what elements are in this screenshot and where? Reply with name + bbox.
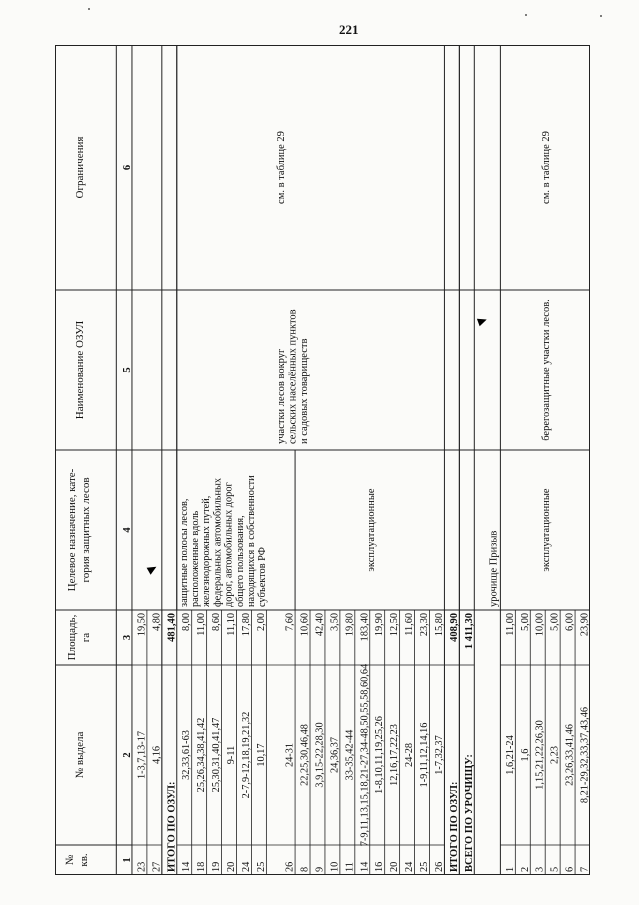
area-cell: 7,60 bbox=[284, 613, 296, 632]
total-label: ИТОГО ПО ОЗУЛ: bbox=[166, 781, 178, 872]
total-area: 1 411,30 bbox=[463, 613, 475, 650]
purpose-group2: субъектов РФ bbox=[257, 547, 269, 607]
area-cell: 2,00 bbox=[255, 613, 267, 632]
column-number: 6 bbox=[121, 164, 133, 171]
header-ozul: Наименование ОЗУЛ bbox=[74, 320, 86, 420]
kv-cell: 26 bbox=[433, 861, 445, 872]
kv-cell: 7 bbox=[579, 866, 590, 872]
rotated-table-container bbox=[55, 45, 590, 875]
vydel-cell: 1-9,11,12,14,16 bbox=[418, 722, 430, 788]
purpose-group3: эксплуатационные bbox=[365, 488, 377, 572]
area-cell: 11,60 bbox=[404, 613, 416, 636]
area-cell: 12,50 bbox=[389, 613, 401, 637]
purpose-group2: общего пользования, bbox=[234, 515, 246, 607]
kv-cell: 2 bbox=[519, 866, 531, 872]
kv-cell: 8 bbox=[299, 866, 311, 872]
vydel-cell: 12,16,17,22,23 bbox=[389, 724, 401, 786]
area-cell: 183,40 bbox=[359, 613, 371, 642]
kv-cell: 6 bbox=[564, 866, 576, 872]
kv-cell: 18 bbox=[196, 861, 208, 872]
purpose-group4: эксплуатационные bbox=[541, 488, 553, 572]
kv-cell: 10 bbox=[329, 861, 341, 872]
vydel-cell: 25,26,34,38,41,42 bbox=[196, 717, 208, 793]
ozul-group23: участки лесов вокруг bbox=[275, 348, 287, 444]
kv-cell: 25 bbox=[418, 861, 430, 872]
restriction-group23: см. в таблице 29 bbox=[275, 131, 287, 204]
kv-cell: 20 bbox=[389, 861, 401, 872]
vydel-cell: 24-28 bbox=[404, 742, 416, 768]
urochishche-name: урочище Призыв bbox=[488, 530, 500, 607]
vydel-cell: 1-8,10,11,19,25,26 bbox=[374, 716, 386, 794]
kv-cell: 16 bbox=[374, 861, 386, 872]
vydel-cell: 25,30,31,40,41,47 bbox=[211, 717, 223, 793]
area-cell: 6,00 bbox=[564, 613, 576, 632]
column-number: 2 bbox=[121, 752, 133, 758]
restriction-group4: см. в таблице 29 bbox=[541, 131, 553, 204]
area-cell: 15,80 bbox=[433, 613, 445, 637]
area-cell: 11,10 bbox=[226, 613, 238, 636]
header-vydel: № выдела bbox=[74, 731, 86, 779]
page-number: 221 bbox=[339, 22, 359, 37]
purpose-group2: находящихся в собственности bbox=[245, 475, 257, 607]
vydel-cell: 10,17 bbox=[255, 743, 267, 767]
area-cell: 11,00 bbox=[196, 613, 208, 636]
area-cell: 8,00 bbox=[181, 613, 193, 632]
total-area: 481,40 bbox=[166, 613, 178, 642]
vydel-cell: 23,26,33,41,46 bbox=[564, 724, 576, 786]
header-kv: № bbox=[64, 854, 76, 866]
column-number: 5 bbox=[121, 367, 133, 373]
header-area: Площадь, bbox=[66, 614, 78, 661]
area-cell: 23,30 bbox=[418, 613, 430, 637]
column-number: 1 bbox=[121, 857, 133, 863]
area-cell: 19,90 bbox=[374, 613, 386, 637]
column-number: 4 bbox=[121, 527, 133, 533]
purpose-group2: расположенные вдоль bbox=[189, 510, 201, 607]
vydel-cell: 1,6,21-24 bbox=[504, 735, 516, 775]
vydel-cell: 3,9,15-22,28,30 bbox=[314, 722, 326, 788]
vydel-cell: 33-35,42-44 bbox=[344, 729, 356, 781]
header-kv: кв. bbox=[78, 853, 90, 867]
kv-cell: 24 bbox=[240, 861, 252, 872]
area-cell: 10,00 bbox=[534, 613, 546, 637]
area-cell: 19,80 bbox=[344, 613, 356, 637]
header-area: га bbox=[80, 632, 92, 643]
area-cell: 4,80 bbox=[151, 613, 163, 632]
vydel-cell: 1-3,7,13-17 bbox=[136, 730, 148, 780]
vydel-cell: 24-31 bbox=[284, 742, 296, 768]
vydel-cell: 22,25,30,46,48 bbox=[299, 724, 311, 786]
area-cell: 23,90 bbox=[579, 613, 590, 637]
column-number: 3 bbox=[121, 634, 133, 641]
vydel-cell: 9-11 bbox=[226, 745, 238, 765]
ozul-group4: берегозащитные участки лесов. bbox=[541, 299, 553, 441]
purpose-group2: федеральных автомобильных bbox=[212, 477, 224, 607]
vydel-cell: 8,21-29,32,33,37,43,46 bbox=[579, 706, 590, 804]
kv-cell: 3 bbox=[534, 866, 546, 872]
kv-cell: 24 bbox=[404, 861, 416, 872]
kv-cell: 9 bbox=[314, 866, 326, 872]
kv-cell: 14 bbox=[181, 861, 193, 872]
header-restrictions: Ограничения bbox=[74, 136, 86, 199]
kv-cell: 5 bbox=[549, 866, 561, 872]
kv-cell: 26 bbox=[284, 861, 296, 872]
header-purpose: Целевое назначение, кате- bbox=[66, 468, 78, 592]
kv-cell: 23 bbox=[136, 861, 148, 872]
vydel-cell: 4,16 bbox=[151, 745, 163, 765]
area-cell: 5,00 bbox=[549, 613, 561, 632]
total-label: ИТОГО ПО ОЗУЛ: bbox=[448, 781, 460, 872]
purpose-group2: защитные полосы лесов, bbox=[178, 498, 190, 607]
area-cell: 19,50 bbox=[136, 613, 148, 637]
area-cell: 8,60 bbox=[211, 613, 223, 632]
purpose-group2: железнодорожных путей, bbox=[201, 495, 213, 607]
ozul-group23: сельских населённых пунктов bbox=[287, 309, 299, 444]
ozul-group23: и садовых товариществ bbox=[298, 338, 310, 444]
kv-cell: 19 bbox=[211, 861, 223, 872]
kv-cell: 27 bbox=[151, 861, 163, 872]
vydel-cell: 2-7,9-12,18,19,21,32 bbox=[240, 711, 252, 799]
area-cell: 10,60 bbox=[299, 613, 311, 637]
area-cell: 3,50 bbox=[329, 613, 341, 632]
vydel-cell: 24,36,37 bbox=[329, 736, 341, 774]
kv-cell: 11 bbox=[344, 862, 356, 872]
total-label: ВСЕГО ПО УРОЧИЩУ: bbox=[463, 754, 475, 872]
area-cell: 17,80 bbox=[240, 613, 252, 637]
header-purpose: гория защитных лесов bbox=[80, 477, 92, 583]
vydel-cell: 32,33,61-63 bbox=[181, 730, 193, 780]
kv-cell: 25 bbox=[255, 861, 267, 872]
purpose-group2: дорог, автомобильных дорог bbox=[223, 482, 235, 607]
area-cell: 5,00 bbox=[519, 613, 531, 632]
vydel-cell: 2,23 bbox=[549, 745, 561, 765]
vydel-cell: 1,15,21,22,26,30 bbox=[534, 720, 546, 790]
kv-cell: 14 bbox=[359, 861, 371, 872]
area-cell: 11,00 bbox=[504, 613, 516, 636]
kv-cell: 1 bbox=[504, 866, 516, 872]
total-area: 408,90 bbox=[448, 613, 460, 642]
vydel-cell: 1-7,32,37 bbox=[433, 735, 445, 775]
area-cell: 42,40 bbox=[314, 613, 326, 637]
vydel-cell: 7-9,11,13,15,18,21-27,34-48,50,55,58,60,64 bbox=[359, 663, 371, 847]
vydel-cell: 1,6 bbox=[519, 748, 531, 762]
ozul-table bbox=[55, 45, 590, 875]
kv-cell: 20 bbox=[226, 861, 238, 872]
